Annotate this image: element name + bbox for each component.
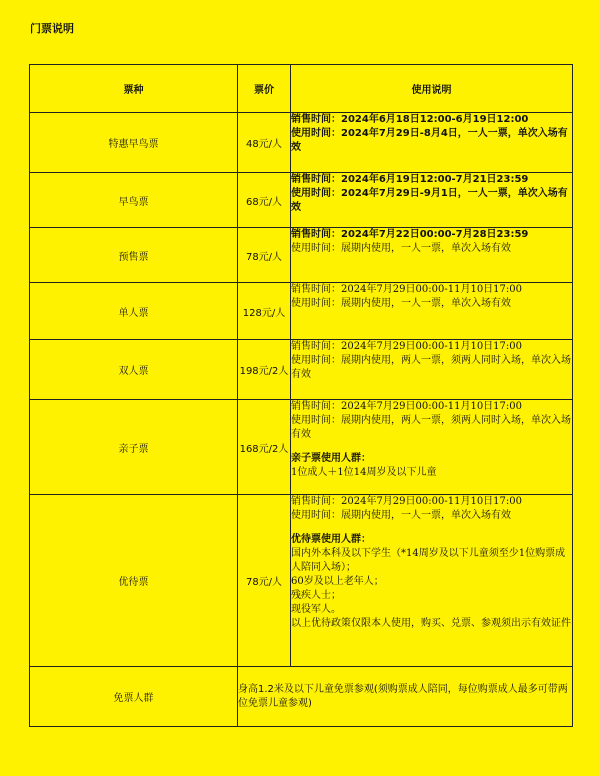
table-row	[30, 400, 573, 495]
ticket-price: 128元/人	[238, 283, 291, 340]
ticket-price: 168元/2人	[238, 400, 291, 495]
ticket-price: 78元/人	[238, 495, 291, 667]
ticket-desc	[291, 173, 573, 228]
desc-line: 使用时间：2024年7月29日-8月4日，一人一票，单次入场有效	[291, 128, 568, 153]
group-title: 亲子票使用人群：	[291, 453, 371, 464]
ticket-table	[29, 64, 573, 727]
group-line: 国内外本科及以下学生（*14周岁及以下儿童须至少1位购票成人陪同入场）；	[291, 548, 566, 573]
group-line: 1位成人＋1位14周岁及以下儿童	[291, 467, 437, 478]
ticket-type: 亲子票	[30, 400, 238, 495]
header-desc: 使用说明	[291, 65, 573, 113]
group-line: 残疾人士；	[291, 590, 341, 601]
desc-line: 销售时间：2024年7月29日00:00-11月10日17:00	[291, 401, 523, 412]
desc-line: 使用时间：2024年7月29日-9月1日，一人一票，单次入场有效	[291, 188, 568, 213]
ticket-type: 早鸟票	[30, 173, 238, 228]
header-price: 票价	[238, 65, 291, 113]
ticket-price: 68元/人	[238, 173, 291, 228]
ticket-price: 78元/人	[238, 228, 291, 283]
desc-line: 销售时间：2024年6月19日12:00-7月21日23:59	[291, 174, 529, 185]
ticket-type: 单人票	[30, 283, 238, 340]
ticket-desc	[291, 228, 573, 283]
ticket-price: 48元/人	[238, 113, 291, 173]
table-row	[30, 113, 573, 173]
group-title: 优待票使用人群：	[291, 534, 371, 545]
desc-line: 使用时间：展期内使用，两人一票，须两人同时入场，单次入场有效	[291, 415, 571, 440]
desc-line: 销售时间：2024年7月29日00:00-11月10日17:00	[291, 341, 523, 352]
desc-line: 销售时间：2024年7月29日00:00-11月10日17:00	[291, 284, 523, 295]
table-header-row	[30, 65, 573, 113]
table-row	[30, 283, 573, 340]
table-row	[30, 340, 573, 400]
desc-line: 销售时间：2024年6月18日12:00-6月19日12:00	[291, 114, 529, 125]
ticket-desc	[291, 400, 573, 495]
group-line: 现役军人。	[291, 604, 341, 615]
table-row	[30, 495, 573, 667]
table-row	[30, 173, 573, 228]
ticket-desc	[291, 113, 573, 173]
page-title: 门票说明	[30, 22, 74, 35]
desc-line: 销售时间：2024年7月29日00:00-11月10日17:00	[291, 496, 523, 507]
table-row	[30, 228, 573, 283]
desc-line: 使用时间：展期内使用，一人一票，单次入场有效	[291, 298, 511, 309]
desc-line: 使用时间：展期内使用，一人一票，单次入场有效	[291, 510, 511, 521]
ticket-price: 198元/2人	[238, 340, 291, 400]
ticket-type: 预售票	[30, 228, 238, 283]
ticket-type: 免票人群	[30, 667, 238, 727]
desc-line: 销售时间：2024年7月22日00:00-7月28日23:59	[291, 229, 529, 240]
desc-line: 使用时间：展期内使用，一人一票，单次入场有效	[291, 243, 511, 254]
desc-line: 使用时间：展期内使用，两人一票，须两人同时入场，单次入场有效	[291, 355, 571, 380]
header-type: 票种	[30, 65, 238, 113]
free-note: 身高1.2米及以下儿童免票参观(须购票成人陪同，每位购票成人最多可带两位免票儿童参观)	[238, 667, 573, 727]
ticket-desc	[291, 495, 573, 667]
ticket-desc	[291, 283, 573, 340]
table-row-free	[30, 667, 573, 727]
ticket-type: 优待票	[30, 495, 238, 667]
ticket-desc	[291, 340, 573, 400]
group-line: 60岁及以上老年人；	[291, 576, 384, 587]
ticket-type: 双人票	[30, 340, 238, 400]
ticket-type: 特惠早鸟票	[30, 113, 238, 173]
group-line: 以上优待政策仅限本人使用，购买、兑票、参观须出示有效证件	[291, 618, 571, 629]
